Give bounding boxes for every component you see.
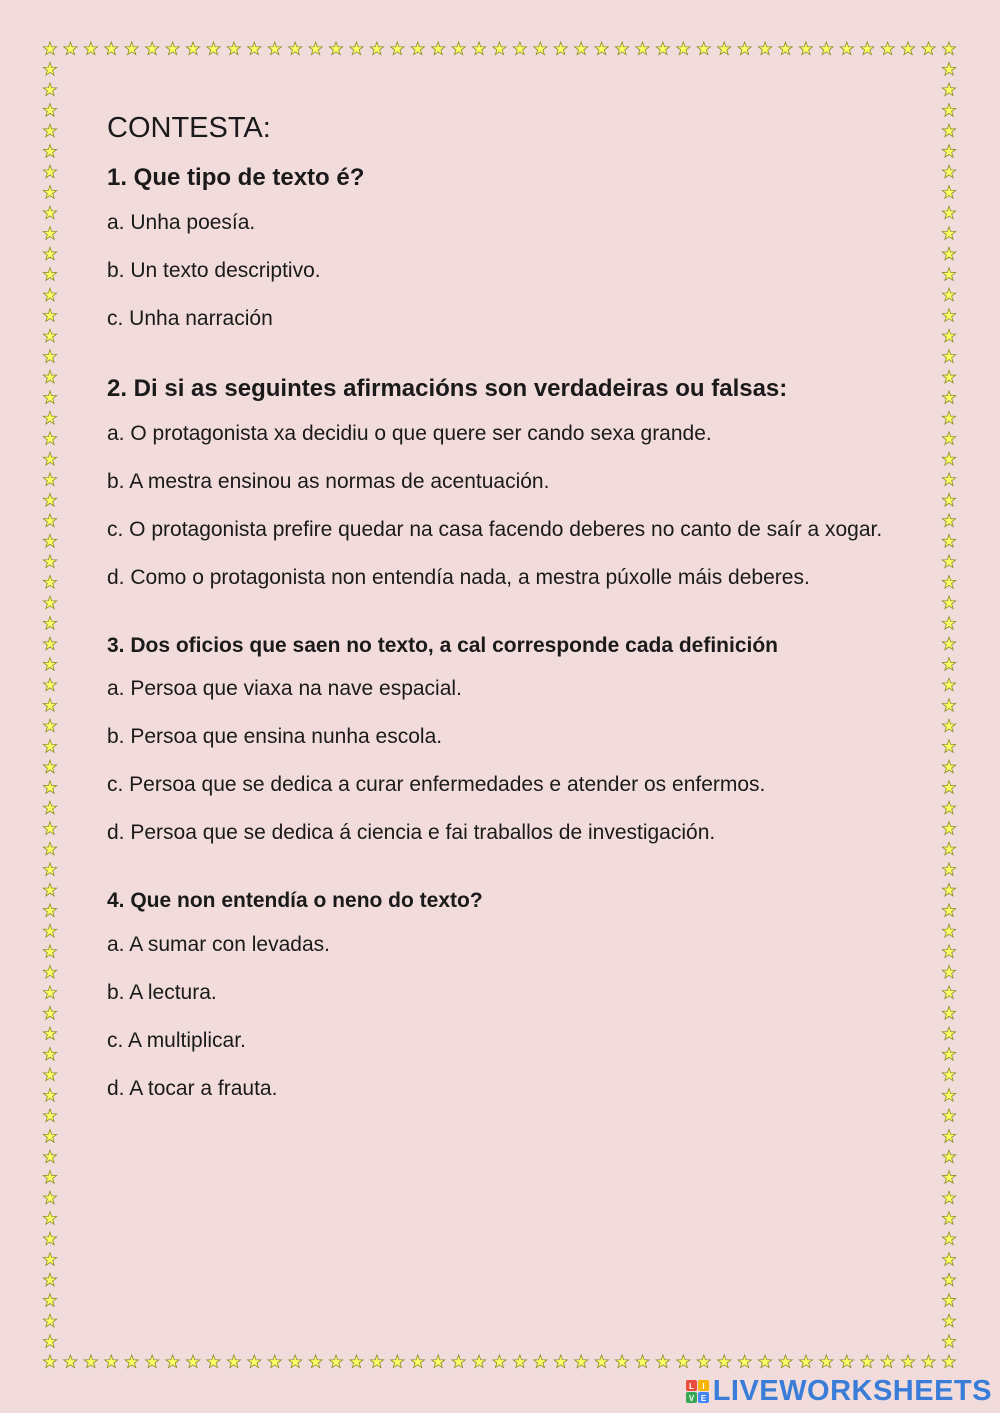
statement: a. O protagonista xa decidiu o que quere ser cando sexa grande. — [107, 422, 712, 445]
star-icon — [43, 863, 56, 876]
star-icon — [656, 1355, 669, 1368]
star-icon — [942, 760, 955, 773]
question-title: 4. Que non entendía o neno do texto? — [107, 889, 483, 913]
definition: c. Persoa que se dedica a curar enfermedades e atender os enfermos. — [107, 773, 766, 797]
star-icon — [554, 42, 567, 55]
star-icon — [942, 391, 955, 404]
star-icon — [942, 1109, 955, 1122]
star-icon — [472, 42, 485, 55]
star-icon — [697, 1355, 710, 1368]
star-icon — [942, 617, 955, 630]
logo-letter: I — [702, 1381, 705, 1391]
star-icon — [105, 1355, 118, 1368]
star-icon — [207, 42, 220, 55]
star-icon — [43, 1232, 56, 1245]
star-icon — [942, 986, 955, 999]
star-icon — [43, 186, 56, 199]
star-icon — [861, 42, 874, 55]
star-icon — [43, 719, 56, 732]
star-icon — [43, 432, 56, 445]
star-icon — [43, 370, 56, 383]
star-icon — [43, 145, 56, 158]
star-icon — [207, 1355, 220, 1368]
star-icon — [329, 42, 342, 55]
star-icon — [391, 42, 404, 55]
star-icon — [942, 473, 955, 486]
star-icon — [942, 678, 955, 691]
star-icon — [64, 42, 77, 55]
star-icon — [942, 227, 955, 240]
star-icon — [922, 42, 935, 55]
star-icon — [942, 206, 955, 219]
star-icon — [942, 842, 955, 855]
star-icon — [513, 42, 526, 55]
logo-letter: V — [688, 1393, 694, 1403]
star-icon — [268, 42, 281, 55]
star-icon — [43, 576, 56, 589]
star-icon — [43, 842, 56, 855]
star-icon — [43, 1047, 56, 1060]
star-icon — [615, 1355, 628, 1368]
star-icon — [942, 576, 955, 589]
star-icon — [43, 945, 56, 958]
star-icon — [43, 309, 56, 322]
star-icon — [942, 309, 955, 322]
question-title: 3. Dos oficios que saen no texto, a cal corresponde cada definición — [107, 634, 779, 657]
star-icon — [942, 1191, 955, 1204]
star-icon — [942, 1335, 955, 1348]
star-icon — [43, 924, 56, 937]
star-icon — [554, 1355, 567, 1368]
question-4 — [107, 888, 897, 1103]
star-icon — [840, 42, 853, 55]
star-icon — [43, 104, 56, 117]
star-icon — [942, 411, 955, 424]
star-icon — [881, 1355, 894, 1368]
star-icon — [942, 924, 955, 937]
star-icon — [942, 719, 955, 732]
star-icon — [391, 1355, 404, 1368]
star-icon — [942, 1068, 955, 1081]
star-icon — [942, 1212, 955, 1225]
star-icon — [677, 42, 690, 55]
star-icon — [718, 42, 731, 55]
star-icon — [370, 1355, 383, 1368]
star-icon — [942, 965, 955, 978]
question-3 — [107, 633, 897, 848]
statement: b. A mestra ensinou as normas de acentuación. — [107, 470, 550, 493]
star-icon — [758, 42, 771, 55]
star-icon — [942, 945, 955, 958]
star-icon — [942, 268, 955, 281]
star-icon — [656, 42, 669, 55]
star-icon — [350, 1355, 363, 1368]
star-icon — [942, 863, 955, 876]
star-icon — [820, 1355, 833, 1368]
star-icon — [43, 678, 56, 691]
star-icon — [738, 42, 751, 55]
star-icon — [432, 42, 445, 55]
answer-option: c. Unha narración — [107, 307, 273, 330]
star-icon — [840, 1355, 853, 1368]
star-icon — [942, 699, 955, 712]
star-icon — [901, 1355, 914, 1368]
answer-option: d. A tocar a frauta. — [107, 1076, 278, 1100]
star-icon — [942, 493, 955, 506]
star-icon — [942, 1047, 955, 1060]
definition: a. Persoa que viaxa na nave espacial. — [107, 677, 462, 701]
answer-option: b. A lectura. — [107, 980, 217, 1004]
star-icon — [942, 883, 955, 896]
star-icon — [43, 965, 56, 978]
star-icon — [738, 1355, 751, 1368]
statement: c. O protagonista prefire quedar na casa facendo deberes no canto de saír a xogar. — [107, 518, 883, 541]
question-title: 1. Que tipo de texto é? — [107, 164, 365, 191]
star-icon — [942, 452, 955, 465]
star-icon — [248, 1355, 261, 1368]
star-icon — [43, 555, 56, 568]
star-icon — [43, 1314, 56, 1327]
star-icon — [942, 1027, 955, 1040]
star-icon — [615, 42, 628, 55]
star-icon — [43, 1006, 56, 1019]
star-icon — [43, 986, 56, 999]
star-icon — [329, 1355, 342, 1368]
star-icon — [942, 432, 955, 445]
star-icon — [43, 42, 56, 55]
liveworksheets-logo-icon — [686, 1380, 710, 1404]
star-icon — [799, 42, 812, 55]
star-icon — [43, 268, 56, 281]
star-icon — [942, 801, 955, 814]
star-icon — [942, 822, 955, 835]
star-icon — [227, 42, 240, 55]
star-icon — [901, 42, 914, 55]
star-icon — [43, 596, 56, 609]
star-icon — [186, 42, 199, 55]
star-icon — [268, 1355, 281, 1368]
star-icon — [942, 42, 955, 55]
star-icon — [595, 1355, 608, 1368]
star-icon — [43, 781, 56, 794]
star-icon — [166, 1355, 179, 1368]
star-icon — [84, 1355, 97, 1368]
star-icon — [513, 1355, 526, 1368]
star-icon — [43, 1068, 56, 1081]
answer-option: c. A multiplicar. — [107, 1028, 246, 1052]
star-icon — [820, 42, 833, 55]
star-icon — [43, 1089, 56, 1102]
star-icon — [942, 781, 955, 794]
answer-option: a. Unha poesía. — [107, 211, 256, 234]
star-icon — [942, 1253, 955, 1266]
star-icon — [942, 555, 955, 568]
star-icon — [493, 42, 506, 55]
star-icon — [43, 801, 56, 814]
star-icon — [411, 1355, 424, 1368]
star-icon — [43, 1130, 56, 1143]
star-icon — [43, 288, 56, 301]
star-icon — [636, 42, 649, 55]
star-icon — [779, 1355, 792, 1368]
star-icon — [145, 1355, 158, 1368]
star-icon — [942, 1089, 955, 1102]
star-icon — [248, 42, 261, 55]
star-icon — [534, 42, 547, 55]
star-icon — [942, 329, 955, 342]
star-icon — [942, 288, 955, 301]
star-icon — [43, 514, 56, 527]
star-icon — [84, 42, 97, 55]
star-icon — [43, 699, 56, 712]
star-icon — [942, 904, 955, 917]
star-icon — [43, 904, 56, 917]
logo-letter: E — [700, 1393, 706, 1403]
worksheet-content — [107, 112, 897, 1121]
star-icon — [64, 1355, 77, 1368]
star-icon — [43, 206, 56, 219]
star-icon — [350, 42, 363, 55]
question-2 — [107, 374, 897, 593]
star-icon — [43, 1191, 56, 1204]
star-icon — [942, 740, 955, 753]
star-icon — [922, 1355, 935, 1368]
star-icon — [309, 1355, 322, 1368]
star-icon — [942, 350, 955, 363]
star-icon — [43, 1294, 56, 1307]
star-icon — [43, 534, 56, 547]
star-icon — [43, 740, 56, 753]
question-title: 2. Di si as seguintes afirmacións son verdadeiras ou falsas: — [107, 375, 788, 402]
star-icon — [942, 63, 955, 76]
star-icon — [43, 124, 56, 137]
star-icon — [43, 822, 56, 835]
star-icon — [43, 411, 56, 424]
star-icon — [289, 1355, 302, 1368]
star-icon — [125, 1355, 138, 1368]
definition: b. Persoa que ensina nunha escola. — [107, 725, 443, 749]
star-icon — [105, 42, 118, 55]
answer-option: a. A sumar con levadas. — [107, 932, 330, 956]
star-icon — [942, 165, 955, 178]
star-icon — [43, 883, 56, 896]
star-icon — [43, 247, 56, 260]
star-icon — [309, 42, 322, 55]
star-icon — [43, 617, 56, 630]
star-icon — [289, 42, 302, 55]
definition: d. Persoa que se dedica á ciencia e fai traballos de investigación. — [107, 821, 716, 845]
star-icon — [942, 1150, 955, 1163]
star-icon — [942, 145, 955, 158]
star-icon — [942, 1314, 955, 1327]
star-icon — [411, 42, 424, 55]
star-icon — [43, 391, 56, 404]
liveworksheets-text: LIVEWORKSHEETS — [712, 1375, 992, 1407]
star-icon — [534, 1355, 547, 1368]
star-icon — [43, 658, 56, 671]
star-icon — [636, 1355, 649, 1368]
star-icon — [432, 1355, 445, 1368]
star-icon — [43, 1253, 56, 1266]
star-icon — [125, 42, 138, 55]
star-icon — [43, 760, 56, 773]
star-icon — [43, 63, 56, 76]
star-icon — [43, 637, 56, 650]
star-icon — [43, 227, 56, 240]
star-icon — [43, 493, 56, 506]
star-icon — [43, 1109, 56, 1122]
star-icon — [575, 1355, 588, 1368]
star-icon — [677, 1355, 690, 1368]
star-icon — [472, 1355, 485, 1368]
star-icon — [166, 42, 179, 55]
star-icon — [43, 1150, 56, 1163]
star-icon — [942, 514, 955, 527]
star-icon — [942, 124, 955, 137]
star-icon — [186, 1355, 199, 1368]
star-icon — [227, 1355, 240, 1368]
star-icon — [145, 42, 158, 55]
star-icon — [942, 104, 955, 117]
star-icon — [43, 1027, 56, 1040]
star-icon — [881, 42, 894, 55]
star-icon — [43, 1355, 56, 1368]
star-icon — [942, 1294, 955, 1307]
star-icon — [942, 1006, 955, 1019]
star-icon — [43, 1273, 56, 1286]
star-icon — [697, 42, 710, 55]
star-icon — [942, 83, 955, 96]
answer-option: b. Un texto descriptivo. — [107, 259, 321, 282]
star-icon — [942, 596, 955, 609]
star-icon — [43, 350, 56, 363]
star-icon — [942, 534, 955, 547]
star-icon — [43, 1335, 56, 1348]
star-icon — [718, 1355, 731, 1368]
star-icon — [779, 42, 792, 55]
star-icon — [942, 1232, 955, 1245]
star-icon — [758, 1355, 771, 1368]
star-icon — [942, 1130, 955, 1143]
logo-letter: L — [688, 1381, 694, 1391]
star-icon — [43, 1171, 56, 1184]
star-icon — [942, 247, 955, 260]
star-icon — [942, 1171, 955, 1184]
star-icon — [942, 186, 955, 199]
star-icon — [942, 370, 955, 383]
star-icon — [942, 658, 955, 671]
star-icon — [861, 1355, 874, 1368]
star-icon — [452, 1355, 465, 1368]
star-icon — [595, 42, 608, 55]
star-icon — [452, 42, 465, 55]
star-icon — [493, 1355, 506, 1368]
star-icon — [942, 637, 955, 650]
star-icon — [942, 1355, 955, 1368]
star-icon — [43, 1212, 56, 1225]
star-icon — [43, 83, 56, 96]
star-icon — [575, 42, 588, 55]
question-1 — [107, 163, 897, 334]
star-icon — [43, 165, 56, 178]
star-icon — [942, 1273, 955, 1286]
page-heading: CONTESTA: — [107, 112, 271, 144]
star-icon — [370, 42, 383, 55]
statement: d. Como o protagonista non entendía nada, a mestra púxolle máis deberes. — [107, 566, 810, 589]
star-icon — [43, 452, 56, 465]
star-icon — [43, 329, 56, 342]
star-icon — [799, 1355, 812, 1368]
star-icon — [43, 473, 56, 486]
liveworksheets-logo[interactable] — [686, 1375, 992, 1408]
